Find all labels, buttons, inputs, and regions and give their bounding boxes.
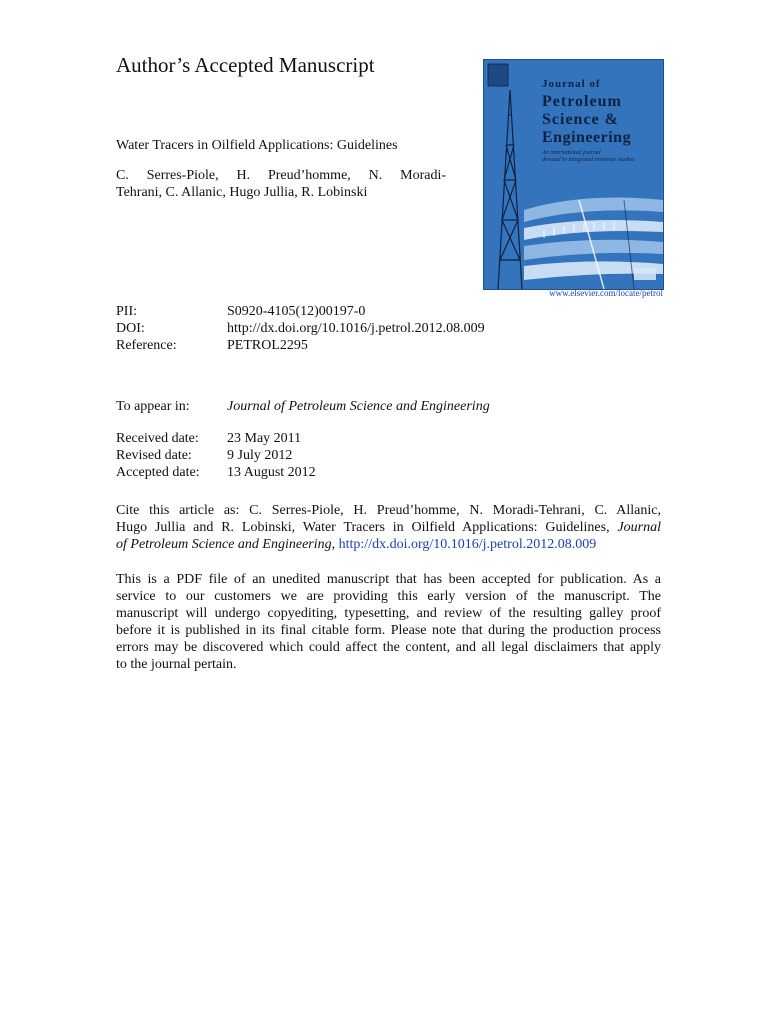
received-date-value: 23 May 2011 bbox=[227, 431, 302, 446]
doi-label: DOI: bbox=[116, 321, 145, 336]
citation-line-1: Cite this article as: C. Serres-Piole, H. Preud’homme, N. Moradi-Tehrani, C. Allanic, bbox=[116, 503, 661, 518]
to-appear-label: To appear in: bbox=[116, 399, 190, 414]
citation-doi-link[interactable]: http://dx.doi.org/10.1016/j.petrol.2012.08.009 bbox=[338, 537, 597, 552]
paper-title: Water Tracers in Oilfield Applications: Guidelines bbox=[116, 138, 398, 153]
pii-value: S0920-4105(12)00197-0 bbox=[227, 304, 366, 319]
cover-tagline-2: devoted to integrated reservoir studies bbox=[542, 157, 635, 163]
pii-label: PII: bbox=[116, 304, 137, 319]
to-appear-journal: Journal of Petroleum Science and Engineering bbox=[227, 399, 490, 414]
journal-url-link[interactable]: www.elsevier.com/locate/petrol bbox=[549, 288, 663, 298]
accepted-date-value: 13 August 2012 bbox=[227, 465, 316, 480]
authors-line-1: C. Serres-Piole, H. Preud’homme, N. Moradi- bbox=[116, 168, 446, 183]
journal-cover-artwork bbox=[484, 60, 663, 289]
citation-journal-end: of Petroleum Science and Engineering, bbox=[116, 537, 336, 552]
doi-value[interactable]: http://dx.doi.org/10.1016/j.petrol.2012.08.009 bbox=[227, 321, 485, 336]
notice-line-4: before it is published in its final citable form. Please note that during the production process bbox=[116, 623, 661, 638]
citation-line-3 bbox=[116, 536, 661, 553]
received-date-label: Received date: bbox=[116, 431, 199, 446]
notice-line-1: This is a PDF file of an unedited manuscript that has been accepted for publication. As a bbox=[116, 572, 661, 587]
accepted-date-label: Accepted date: bbox=[116, 465, 200, 480]
reference-label: Reference: bbox=[116, 338, 177, 353]
notice-line-6: to the journal pertain. bbox=[116, 657, 237, 672]
journal-cover[interactable] bbox=[483, 59, 664, 290]
publisher-logo-icon bbox=[488, 64, 508, 86]
citation-line-2 bbox=[116, 519, 661, 536]
cover-journal-line-4: Engineering bbox=[542, 129, 632, 146]
notice-line-3: manuscript will undergo copyediting, typesetting, and review of the resulting galley proof bbox=[116, 606, 661, 621]
citation-journal-start: Journal bbox=[617, 520, 661, 535]
cover-tagline-1: An international journal bbox=[542, 150, 601, 156]
revised-date-value: 9 July 2012 bbox=[227, 448, 293, 463]
notice-line-2: service to our customers we are providing this early version of the manuscript. The bbox=[116, 589, 661, 604]
revised-date-label: Revised date: bbox=[116, 448, 192, 463]
notice-line-5: errors may be discovered which could affect the content, and all legal disclaimers that apply bbox=[116, 640, 661, 655]
authors-line-2: Tehrani, C. Allanic, Hugo Jullia, R. Lobinski bbox=[116, 185, 368, 200]
cover-journal-line-3: Science & bbox=[542, 111, 619, 128]
page-title: Author’s Accepted Manuscript bbox=[116, 53, 375, 77]
cover-journal-line-2: Petroleum bbox=[542, 93, 622, 110]
reference-value: PETROL2295 bbox=[227, 338, 308, 353]
citation-line-2-text: Hugo Jullia and R. Lobinski, Water Tracers in Oilfield Applications: Guidelines, bbox=[116, 520, 610, 535]
cover-journal-line-1: Journal of bbox=[542, 78, 601, 90]
